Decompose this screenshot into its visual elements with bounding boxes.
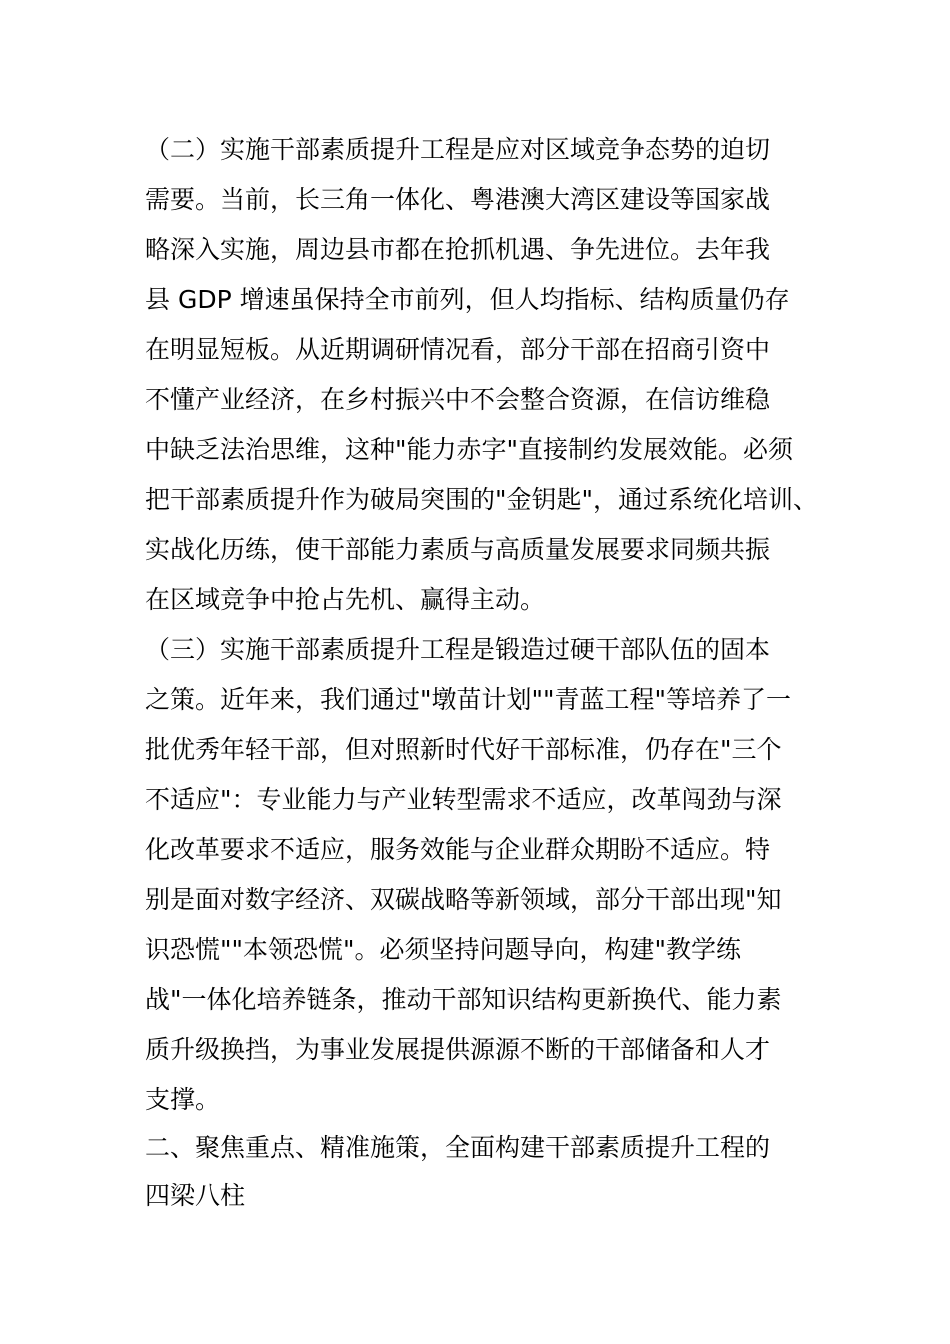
- text-line: （三）实施干部素质提升工程是锻造过硬干部队伍的固本: [145, 635, 771, 664]
- text-line: 中缺乏法治思维，这种"能力赤字"直接制约发展效能。必须: [145, 435, 794, 464]
- text-line: 化改革要求不适应，服务效能与企业群众期盼不适应。特: [145, 835, 771, 864]
- text-line: 在区域竞争中抢占先机、赢得主动。: [145, 585, 546, 614]
- text-line: 把干部素质提升作为破局突围的"金钥匙"，通过系统化培训、: [145, 485, 819, 514]
- text-line: 别是面对数字经济、双碳战略等新领域，部分干部出现"知: [145, 885, 782, 914]
- text-line: 识恐慌""本领恐慌"。必须坚持问题导向，构建"教学练: [145, 935, 741, 964]
- text-line: 战"一体化培养链条，推动干部知识结构更新换代、能力素: [145, 985, 782, 1014]
- text-line: 略深入实施，周边县市都在抢抓机遇、争先进位。去年我: [145, 235, 771, 264]
- section-heading-line: 四梁八柱: [145, 1181, 246, 1210]
- text-line: 实战化历练，使干部能力素质与高质量发展要求同频共振: [145, 535, 771, 564]
- text-line: 需要。当前，长三角一体化、粤港澳大湾区建设等国家战: [145, 185, 771, 214]
- text-line: 支撑。: [145, 1085, 221, 1114]
- text-line: 批优秀年轻干部，但对照新时代好干部标准，仍存在"三个: [145, 735, 782, 764]
- text-line: 不适应"：专业能力与产业转型需求不适应，改革闯劲与深: [145, 785, 782, 814]
- text-line: 县 GDP 增速虽保持全市前列，但人均指标、结构质量仍存: [145, 285, 790, 314]
- text-line: 质升级换挡，为事业发展提供源源不断的干部储备和人才: [145, 1035, 771, 1064]
- section-heading-line: 二、聚焦重点、精准施策，全面构建干部素质提升工程的: [145, 1133, 771, 1162]
- text-line: 在明显短板。从近期调研情况看，部分干部在招商引资中: [145, 335, 771, 364]
- text-line: 不懂产业经济，在乡村振兴中不会整合资源，在信访维稳: [145, 385, 771, 414]
- text-line: （二）实施干部素质提升工程是应对区域竞争态势的迫切: [145, 135, 771, 164]
- text-line: 之策。近年来，我们通过"墩苗计划""青蓝工程"等培养了一: [145, 685, 791, 714]
